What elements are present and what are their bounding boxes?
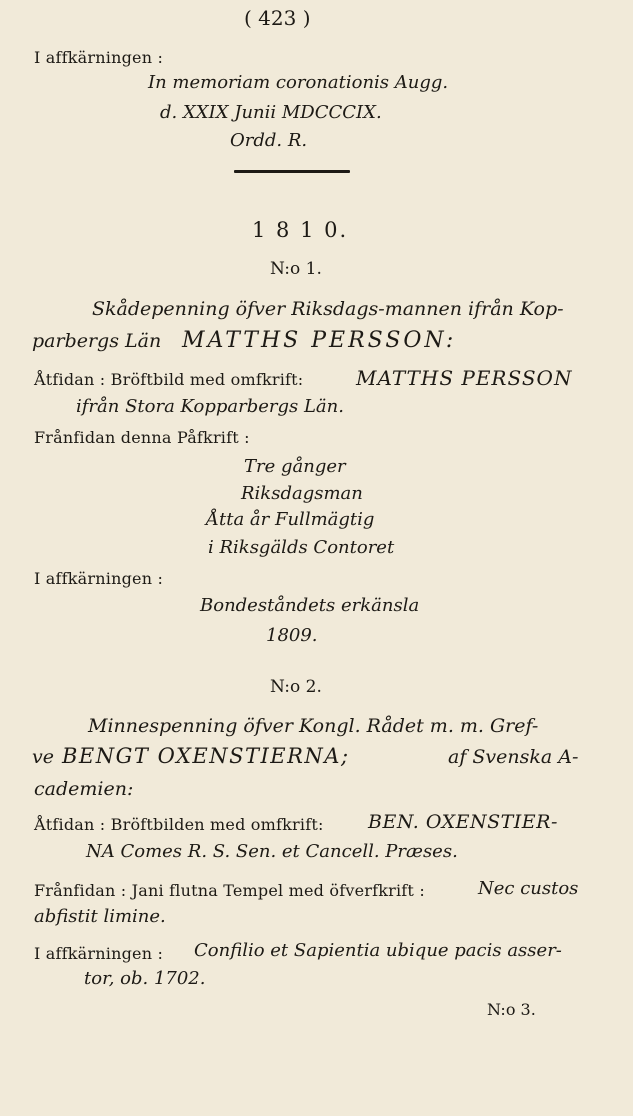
page-number: ( 423 ) bbox=[244, 6, 311, 30]
n1-exergue-line-1: Bondeståndets erkänsla bbox=[200, 595, 420, 616]
n1-exergue-line-2: 1809. bbox=[266, 625, 318, 646]
top-inscription-line-1: In memoriam coronationis Augg. bbox=[148, 72, 449, 93]
n1-obverse-cont: ifrån Stora Kopparbergs Län. bbox=[76, 396, 344, 417]
n2-reverse-text: Nec custos bbox=[478, 878, 579, 899]
n1-reverse-line-3: Åtta år Fullmägtig bbox=[206, 509, 375, 530]
n1-title-line-2: parbergs Län bbox=[32, 330, 162, 352]
n2-exergue-cont: tor, ob. 1702. bbox=[84, 968, 206, 989]
n2-number: N:o 2. bbox=[270, 677, 322, 697]
n2-reverse-cont: abfistit limine. bbox=[34, 906, 166, 927]
n1-reverse-line-2: Riksdagsman bbox=[241, 483, 363, 504]
top-inscription-line-2: d. XXIX Junii MDCCCIX. bbox=[160, 102, 382, 123]
n2-exergue-label: I affkärningen : bbox=[34, 944, 164, 963]
n1-reverse-line-4: i Riksgälds Contoret bbox=[208, 537, 395, 558]
n2-title-name: BENGT OXENSTIERNA; bbox=[62, 744, 350, 768]
n1-reverse-line-1: Tre gånger bbox=[244, 456, 346, 477]
top-inscription-line-3: Ordd. R. bbox=[230, 130, 308, 151]
section-divider bbox=[234, 170, 350, 173]
n2-obverse-label: Åtfidan : Bröftbilden med omfkrift: bbox=[34, 815, 324, 834]
n2-title-line-2a: ve bbox=[32, 746, 54, 768]
n1-reverse-label: Frånfidan denna Påfkrift : bbox=[34, 428, 250, 447]
catchword: N:o 3. bbox=[487, 1000, 536, 1019]
n2-title-line-1: Minnespenning öfver Kongl. Rådet m. m. Gref- bbox=[88, 715, 539, 737]
n2-exergue-text: Confilio et Sapientia ubique pacis asser- bbox=[194, 940, 562, 961]
n1-number: N:o 1. bbox=[270, 259, 322, 279]
n2-reverse-label: Frånfidan : Jani flutna Tempel med öfverfkrift : bbox=[34, 881, 425, 900]
year-heading: 1 8 1 0. bbox=[252, 218, 349, 242]
n1-title-line-1: Skådepenning öfver Riksdags-mannen ifrån Kop- bbox=[92, 298, 564, 320]
top-exergue-label: I affkärningen : bbox=[34, 48, 164, 67]
n1-obverse-name: MATTHS PERSSON bbox=[356, 366, 573, 390]
n1-title-name: MATTHS PERSSON: bbox=[182, 328, 457, 353]
n2-title-line-3: cademien: bbox=[34, 778, 134, 800]
n2-obverse-name: BEN. OXENSTIER- bbox=[368, 811, 558, 833]
n2-title-line-2c: af Svenska A- bbox=[448, 746, 579, 768]
n1-exergue-label: I affkärningen : bbox=[34, 569, 164, 588]
n2-obverse-cont: NA Comes R. S. Sen. et Cancell. Præses. bbox=[86, 841, 458, 862]
n1-obverse-label: Åtfidan : Bröftbild med omfkrift: bbox=[34, 370, 304, 389]
